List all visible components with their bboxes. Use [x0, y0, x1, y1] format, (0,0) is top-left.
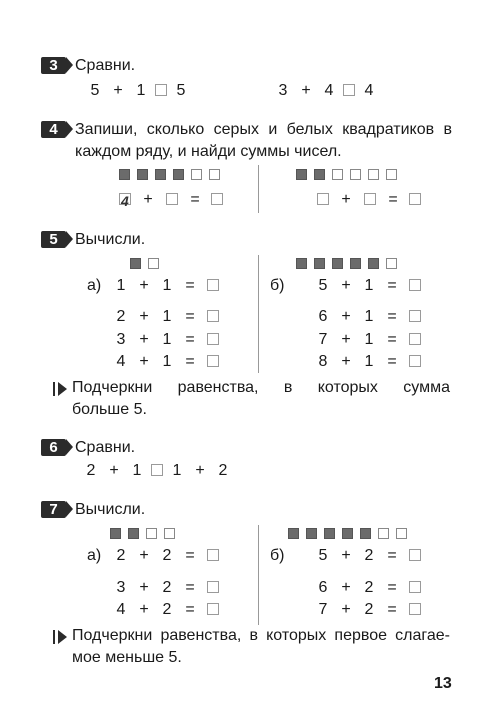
task-7-note-line-1: Подчеркни равенства, в которых первое слагае- — [72, 627, 450, 644]
answer-box[interactable] — [409, 333, 421, 345]
operand: 1 — [364, 353, 374, 370]
squares-row-4a — [119, 169, 227, 181]
operand: 1 — [364, 308, 374, 325]
operand: 2 — [162, 601, 172, 618]
operator: + — [139, 547, 149, 564]
operator: + — [139, 308, 149, 325]
task-number-4: 4 — [41, 121, 66, 138]
task-number-7: 7 — [41, 501, 66, 518]
operand: 1 — [162, 308, 172, 325]
operator: + — [109, 462, 119, 479]
task-5b-row-2 — [316, 307, 422, 327]
equals-sign: = — [387, 601, 397, 618]
answer-box[interactable] — [207, 581, 219, 593]
gray-square — [119, 169, 130, 180]
task-3-title: Сравни. — [75, 57, 136, 74]
task-5b-row-1 — [316, 276, 422, 296]
answer-box[interactable] — [207, 279, 219, 291]
task-4-sum-1 — [118, 190, 224, 210]
operand: 2 — [162, 547, 172, 564]
white-square — [396, 528, 407, 539]
white-square — [386, 169, 397, 180]
equals-sign: = — [387, 547, 397, 564]
operator: + — [139, 331, 149, 348]
task-5-note-line-2: больше 5. — [72, 401, 147, 418]
answer-box[interactable] — [166, 193, 178, 205]
task-5-title: Вычисли. — [75, 231, 146, 248]
task-4-sum-2 — [316, 190, 422, 210]
gray-square — [342, 528, 353, 539]
answer-box[interactable] — [409, 581, 421, 593]
operand: 2 — [116, 547, 126, 564]
operand: 2 — [86, 462, 96, 479]
answer-box[interactable] — [343, 84, 355, 96]
operand: 1 — [364, 331, 374, 348]
operator: + — [341, 547, 351, 564]
answer-box[interactable] — [409, 279, 421, 291]
squares-row-5b — [296, 258, 404, 270]
task-7a-row-2 — [114, 578, 220, 598]
answer-box[interactable] — [317, 193, 329, 205]
answer-box[interactable] — [207, 355, 219, 367]
task-number-3: 3 — [41, 57, 66, 74]
task-5b-row-4 — [316, 352, 422, 372]
pointer-arrow-icon — [58, 382, 67, 396]
pointer-arrow-icon — [58, 630, 67, 644]
operand: 5 — [176, 82, 186, 99]
answer-box[interactable] — [409, 193, 421, 205]
equals-sign: = — [185, 547, 195, 564]
part-b-label: б) — [270, 547, 285, 564]
column-divider — [258, 525, 259, 625]
white-square — [350, 169, 361, 180]
operand: 2 — [364, 601, 374, 618]
operator: + — [341, 308, 351, 325]
task-number-5: 5 — [41, 231, 66, 248]
operator: + — [341, 601, 351, 618]
gray-square — [314, 169, 325, 180]
operand: 1 — [162, 277, 172, 294]
answer-box[interactable] — [409, 355, 421, 367]
gray-square — [155, 169, 166, 180]
operand: 7 — [318, 601, 328, 618]
operand: 3 — [116, 579, 126, 596]
equals-sign: = — [190, 191, 200, 208]
operand: 2 — [162, 579, 172, 596]
equals-sign: = — [185, 277, 195, 294]
white-square — [164, 528, 175, 539]
task-4-title-line-1: Запиши, сколько серых и белых квадратиков в — [75, 121, 452, 138]
operator: + — [341, 277, 351, 294]
squares-row-5a — [130, 258, 166, 270]
white-square — [368, 169, 379, 180]
task-7a-row-3 — [114, 600, 220, 620]
operand: 5 — [318, 277, 328, 294]
task-6-title: Сравни. — [75, 439, 136, 456]
operand: 1 — [162, 331, 172, 348]
answer-box[interactable] — [409, 603, 421, 615]
operator: + — [139, 579, 149, 596]
operand: 4 — [324, 82, 334, 99]
squares-row-7a — [110, 528, 182, 540]
operand: 2 — [116, 308, 126, 325]
gray-square — [296, 169, 307, 180]
gray-square — [128, 528, 139, 539]
squares-row-7b — [288, 528, 414, 540]
task-7-note-line-2: мое меньше 5. — [72, 649, 182, 666]
gray-square — [306, 528, 317, 539]
answer-box[interactable] — [409, 549, 421, 561]
gray-square — [130, 258, 141, 269]
part-b-label: б) — [270, 277, 285, 294]
operand: 2 — [364, 547, 374, 564]
operand: 4 — [116, 353, 126, 370]
gray-square — [360, 528, 371, 539]
operator: + — [341, 579, 351, 596]
task-3-compare-2 — [276, 81, 376, 101]
task-3-compare-1 — [88, 81, 188, 101]
answer-box[interactable] — [119, 193, 131, 209]
gray-square — [314, 258, 325, 269]
gray-square — [324, 528, 335, 539]
page-number: 13 — [434, 675, 452, 692]
operator: + — [139, 601, 149, 618]
answer-box[interactable] — [409, 310, 421, 322]
white-square — [146, 528, 157, 539]
part-a-label: а) — [87, 277, 102, 294]
task-7b-row-1 — [316, 546, 422, 566]
white-square — [148, 258, 159, 269]
equals-sign: = — [185, 579, 195, 596]
operand: 1 — [162, 353, 172, 370]
operand: 1 — [136, 82, 146, 99]
gray-square — [110, 528, 121, 539]
task-7-title: Вычисли. — [75, 501, 146, 518]
handwritten-answer: 4 — [121, 193, 129, 209]
operand: 6 — [318, 579, 328, 596]
task-5b-row-3 — [316, 330, 422, 350]
operand: 1 — [172, 462, 182, 479]
task-5a-row-1 — [114, 276, 220, 296]
operand: 3 — [116, 331, 126, 348]
answer-box[interactable] — [151, 464, 163, 476]
operand: 2 — [364, 579, 374, 596]
operand: 1 — [116, 277, 126, 294]
task-7a-row-1 — [114, 546, 220, 566]
operand: 5 — [318, 547, 328, 564]
white-square — [332, 169, 343, 180]
answer-box[interactable] — [211, 193, 223, 205]
equals-sign: = — [185, 353, 195, 370]
task-4-title-line-2: каждом ряду, и найди суммы чисел. — [75, 143, 342, 160]
operand: 8 — [318, 353, 328, 370]
task-5a-row-3 — [114, 330, 220, 350]
equals-sign: = — [387, 331, 397, 348]
task-6-compare — [84, 461, 230, 481]
white-square — [378, 528, 389, 539]
operand: 1 — [132, 462, 142, 479]
gray-square — [173, 169, 184, 180]
answer-box[interactable] — [364, 193, 376, 205]
equals-sign: = — [387, 308, 397, 325]
operator: + — [301, 82, 311, 99]
equals-sign: = — [388, 191, 398, 208]
white-square — [386, 258, 397, 269]
operand: 3 — [278, 82, 288, 99]
operator: + — [143, 191, 153, 208]
operator: + — [113, 82, 123, 99]
column-divider — [258, 165, 259, 213]
operand: 1 — [364, 277, 374, 294]
column-divider — [258, 255, 259, 373]
equals-sign: = — [387, 353, 397, 370]
task-5a-row-2 — [114, 307, 220, 327]
equals-sign: = — [185, 601, 195, 618]
gray-square — [350, 258, 361, 269]
answer-box[interactable] — [207, 549, 219, 561]
operator: + — [341, 331, 351, 348]
gray-square — [296, 258, 307, 269]
answer-box[interactable] — [207, 310, 219, 322]
answer-box[interactable] — [207, 603, 219, 615]
equals-sign: = — [185, 308, 195, 325]
answer-box[interactable] — [155, 84, 167, 96]
white-square — [191, 169, 202, 180]
task-number-6: 6 — [41, 439, 66, 456]
operator: + — [341, 353, 351, 370]
task-5-note-line-1: Подчеркни равенства, в которых сумма — [72, 379, 450, 396]
task-7b-row-3 — [316, 600, 422, 620]
white-square — [209, 169, 220, 180]
operator: + — [139, 353, 149, 370]
operand: 5 — [90, 82, 100, 99]
squares-row-4b — [296, 169, 404, 181]
gray-square — [137, 169, 148, 180]
answer-box[interactable] — [207, 333, 219, 345]
equals-sign: = — [387, 277, 397, 294]
part-a-label: а) — [87, 547, 102, 564]
gray-square — [288, 528, 299, 539]
operand: 4 — [116, 601, 126, 618]
operand: 2 — [218, 462, 228, 479]
operator: + — [195, 462, 205, 479]
operand: 4 — [364, 82, 374, 99]
gray-square — [368, 258, 379, 269]
equals-sign: = — [185, 331, 195, 348]
operand: 7 — [318, 331, 328, 348]
equals-sign: = — [387, 579, 397, 596]
gray-square — [332, 258, 343, 269]
task-5a-row-4 — [114, 352, 220, 372]
operator: + — [341, 191, 351, 208]
task-7b-row-2 — [316, 578, 422, 598]
operator: + — [139, 277, 149, 294]
operand: 6 — [318, 308, 328, 325]
